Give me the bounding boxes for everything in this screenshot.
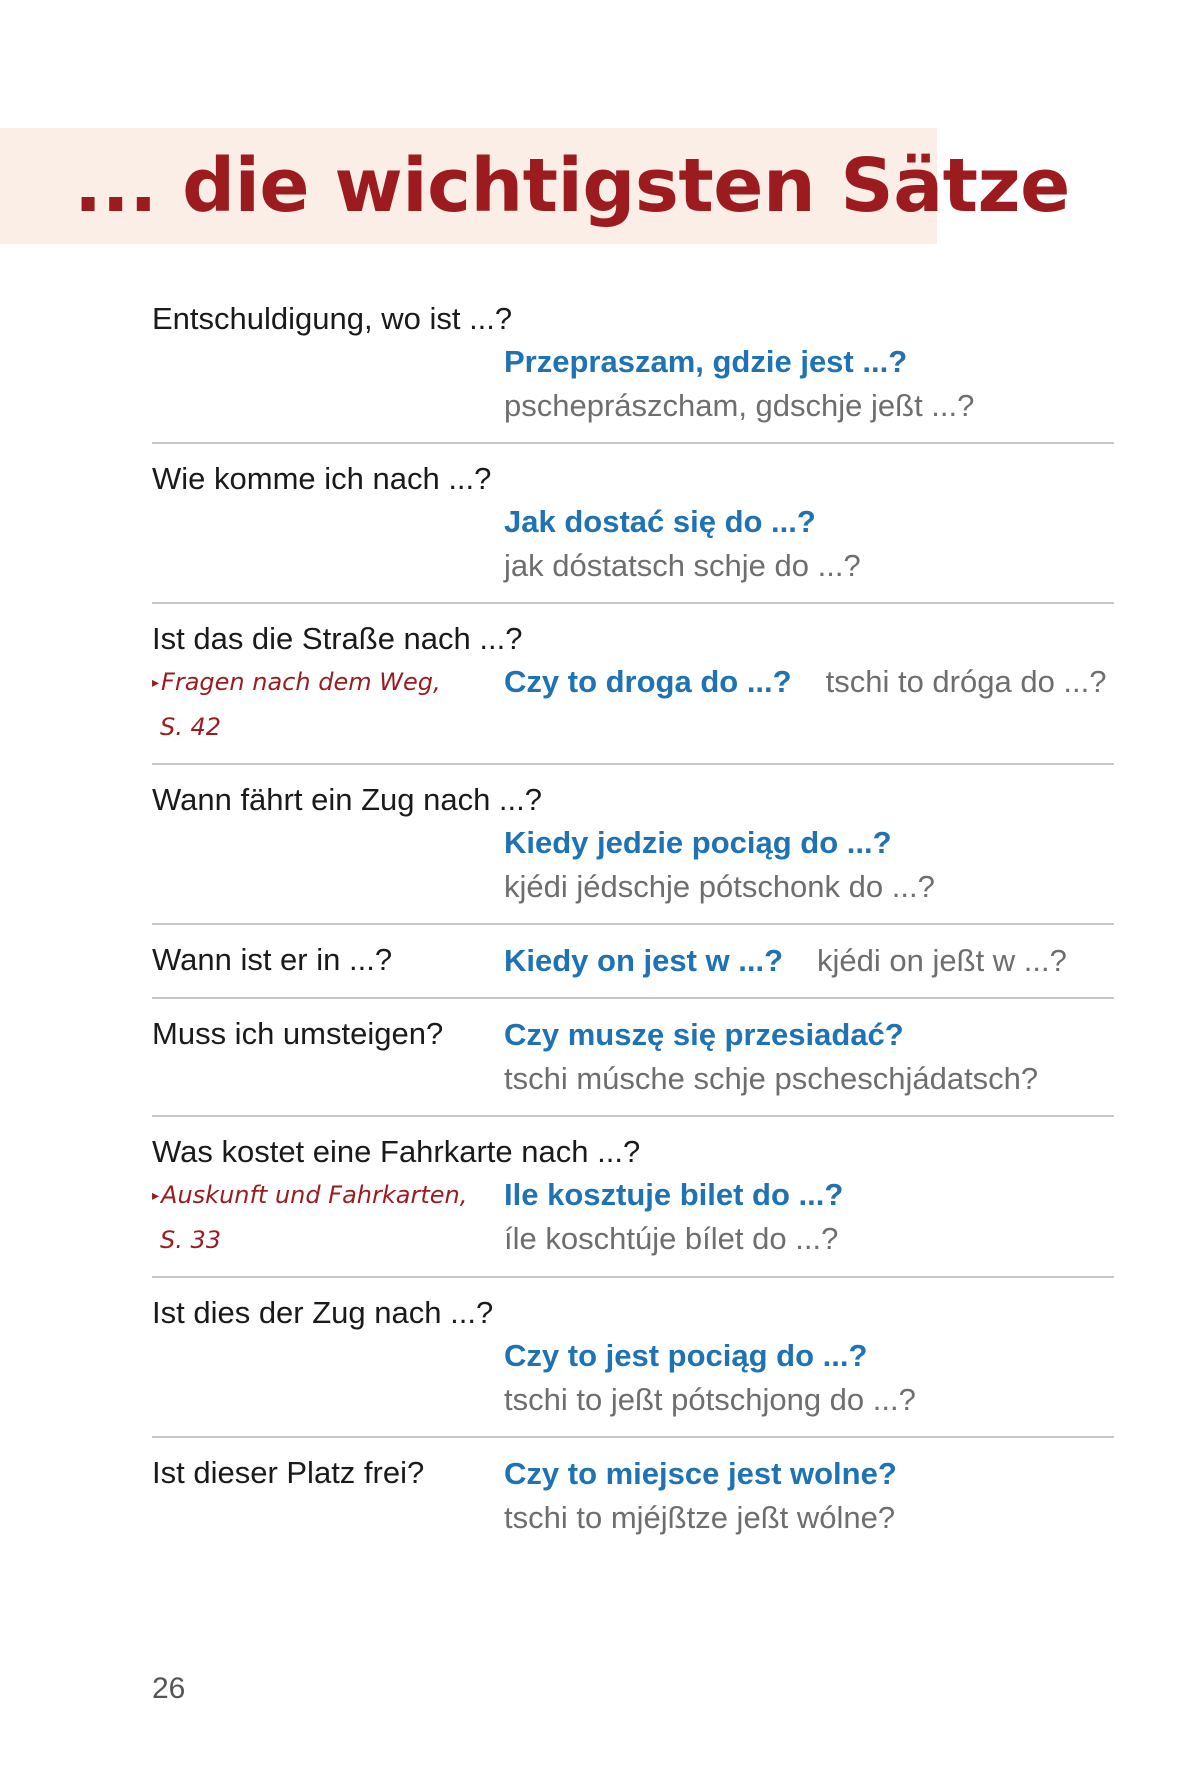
german-phrase: Ist dies der Zug nach ...? — [152, 1295, 494, 1330]
phrase-entry — [152, 999, 1114, 1117]
polish-phrase: Czy to jest pociąg do ...? — [504, 1338, 868, 1373]
triangle-right-icon: ▸ — [152, 1188, 160, 1204]
phrase-entry — [152, 604, 1114, 765]
reference-page: S. 42 — [160, 713, 222, 741]
pronunciation: kjédi jédschje pótschonk do ...? — [504, 869, 935, 904]
cross-reference-link[interactable] — [152, 660, 504, 705]
polish-phrase: Przepraszam, gdzie jest ...? — [504, 344, 908, 379]
pronunciation: pscheprászcham, gdschje jeßt ...? — [504, 388, 975, 423]
polish-phrase: Kiedy on jest w ...? — [504, 943, 784, 978]
polish-phrase: Kiedy jedzie pociąg do ...? — [504, 825, 892, 860]
pronunciation: tschi to mjéjßtze jeßt wólne? — [504, 1500, 896, 1535]
polish-phrase: Jak dostać się do ...? — [504, 504, 816, 539]
german-phrase: Wie komme ich nach ...? — [152, 461, 492, 496]
pronunciation: tschi músche schje pscheschjádatsch? — [504, 1061, 1039, 1096]
cross-reference-link[interactable] — [152, 1173, 504, 1218]
german-phrase: Was kostet eine Fahrkarte nach ...? — [152, 1134, 641, 1169]
polish-phrase: Czy to miejsce jest wolne? — [504, 1456, 897, 1491]
phrase-entry — [152, 444, 1114, 604]
polish-phrase: Czy muszę się przesiadać? — [504, 1017, 904, 1052]
german-phrase: Ist dieser Platz frei? — [152, 1455, 425, 1490]
page-title: ... die wichtigsten Sätze — [74, 143, 1070, 229]
reference-title: Fragen nach dem Weg, — [161, 668, 441, 696]
pronunciation: tschi to dróga do ...? — [825, 664, 1107, 699]
phrase-entry — [152, 765, 1114, 925]
pronunciation: jak dóstatsch schje do ...? — [504, 548, 861, 583]
polish-phrase: Czy to droga do ...? — [504, 664, 792, 699]
german-phrase: Ist das die Straße nach ...? — [152, 621, 523, 656]
reference-title: Auskunft und Fahrkarten, — [161, 1181, 468, 1209]
page-number: 26 — [152, 1672, 186, 1705]
german-phrase: Entschuldigung, wo ist ...? — [152, 301, 513, 336]
reference-page: S. 33 — [160, 1226, 222, 1254]
german-phrase: Wann ist er in ...? — [152, 942, 393, 977]
polish-phrase: Ile kosztuje bilet do ...? — [504, 1177, 844, 1212]
german-phrase: Wann fährt ein Zug nach ...? — [152, 782, 543, 817]
phrase-entry — [152, 284, 1114, 444]
german-phrase: Muss ich umsteigen? — [152, 1016, 444, 1051]
phrase-entry — [152, 1438, 1114, 1554]
pronunciation: kjédi on jeßt w ...? — [817, 943, 1067, 978]
triangle-right-icon: ▸ — [152, 675, 160, 691]
phrase-entry — [152, 925, 1114, 999]
pronunciation: íle koschtúje bílet do ...? — [504, 1221, 839, 1256]
phrase-entry — [152, 1278, 1114, 1438]
phrase-list — [152, 284, 1114, 1554]
pronunciation: tschi to jeßt pótschjong do ...? — [504, 1382, 916, 1417]
phrase-entry — [152, 1117, 1114, 1278]
